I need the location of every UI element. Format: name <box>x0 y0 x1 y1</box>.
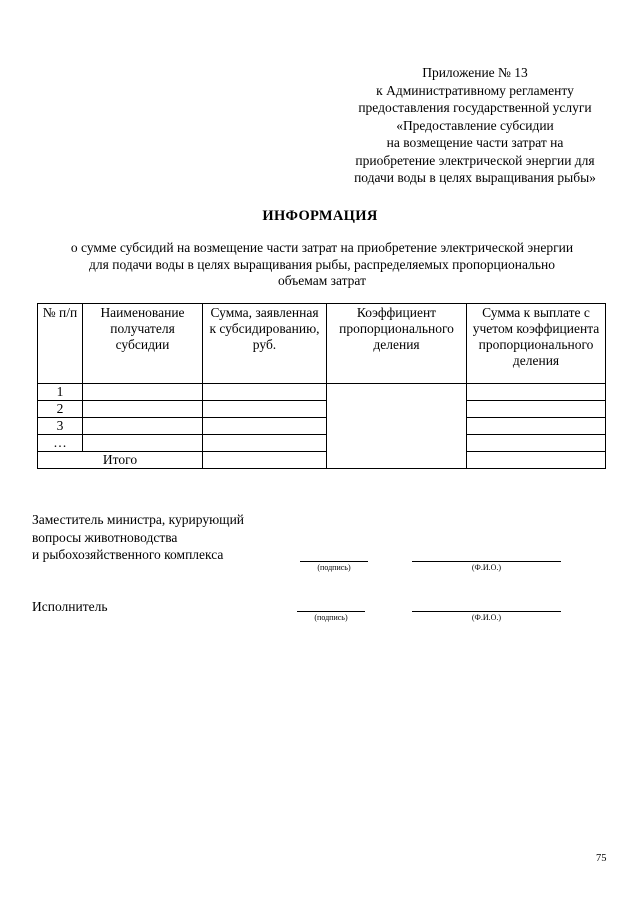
deputy-name-line <box>412 561 561 562</box>
cell-claimed-sum <box>203 435 327 452</box>
cell-claimed-sum <box>203 401 327 418</box>
cell-recipient <box>83 435 203 452</box>
appendix-line: на возмещение части затрат на <box>386 135 564 150</box>
header-number: № п/п <box>38 304 83 384</box>
appendix-line: к Административному регламенту <box>376 82 574 98</box>
appendix-line: подачи воды в целях выращивания рыбы» <box>354 170 596 185</box>
cell-claimed-sum <box>203 384 327 401</box>
appendix-line: Приложение № 13 <box>422 65 528 80</box>
row-number: 3 <box>38 418 83 435</box>
table-total-row <box>38 452 606 469</box>
table-row <box>38 418 606 435</box>
document-title: ИНФОРМАЦИЯ <box>262 208 378 224</box>
appendix-header <box>330 64 620 187</box>
subtitle-line: объемам затрат <box>278 273 366 288</box>
header-recipient: Наименование получателя субсидии <box>83 304 203 384</box>
executor-name-line <box>412 611 561 612</box>
header-coefficient: Коэффициент пропорционального деления <box>327 304 467 384</box>
deputy-minister-block <box>32 511 244 564</box>
cell-coefficient-merged <box>327 384 467 469</box>
row-number: 2 <box>38 401 83 418</box>
deputy-signature-caption: (подпись) <box>317 563 351 572</box>
subtitle-line: о сумме субсидий на возмещение части затрат на приобретение электрической энергии <box>70 240 574 255</box>
cell-total-payout <box>467 452 606 469</box>
executor-signature-caption: (подпись) <box>314 613 348 622</box>
deputy-line: вопросы животноводства <box>32 529 178 545</box>
subtitle-line: для подачи воды в целях выращивания рыбы, распределяемых пропорционально <box>89 256 555 272</box>
subsidy-table <box>37 303 606 469</box>
deputy-signature-line <box>300 561 368 562</box>
table-row <box>38 401 606 418</box>
deputy-line: и рыбохозяйственного комплекса <box>32 547 224 562</box>
document-subtitle <box>24 240 620 290</box>
executor-name-caption: (Ф.И.О.) <box>471 613 502 622</box>
table-row <box>38 384 606 401</box>
cell-payout-sum <box>467 435 606 452</box>
row-number: 1 <box>38 384 83 401</box>
appendix-line: «Предоставление субсидии <box>396 117 554 133</box>
header-payout-sum: Сумма к выплате с учетом коэффициента пропорционального деления <box>467 304 606 384</box>
cell-payout-sum <box>467 384 606 401</box>
total-label: Итого <box>38 452 203 469</box>
executor-signature-line <box>297 611 365 612</box>
cell-recipient <box>83 401 203 418</box>
table-row <box>38 435 606 452</box>
table-header-row <box>38 304 606 384</box>
row-number: … <box>38 435 83 452</box>
header-claimed-sum: Сумма, заявленная к субсидированию, руб. <box>203 304 327 384</box>
executor-label: Исполнитель <box>32 599 108 614</box>
cell-claimed-sum <box>203 418 327 435</box>
cell-recipient <box>83 384 203 401</box>
cell-total-claimed <box>203 452 327 469</box>
cell-payout-sum <box>467 401 606 418</box>
appendix-line: предоставления государственной услуги <box>358 100 592 115</box>
appendix-line: приобретение электрической энергии для <box>355 152 595 168</box>
cell-recipient <box>83 418 203 435</box>
cell-payout-sum <box>467 418 606 435</box>
deputy-line: Заместитель министра, курирующий <box>32 512 245 527</box>
deputy-name-caption: (Ф.И.О.) <box>471 563 502 572</box>
page-number: 75 <box>596 853 607 864</box>
